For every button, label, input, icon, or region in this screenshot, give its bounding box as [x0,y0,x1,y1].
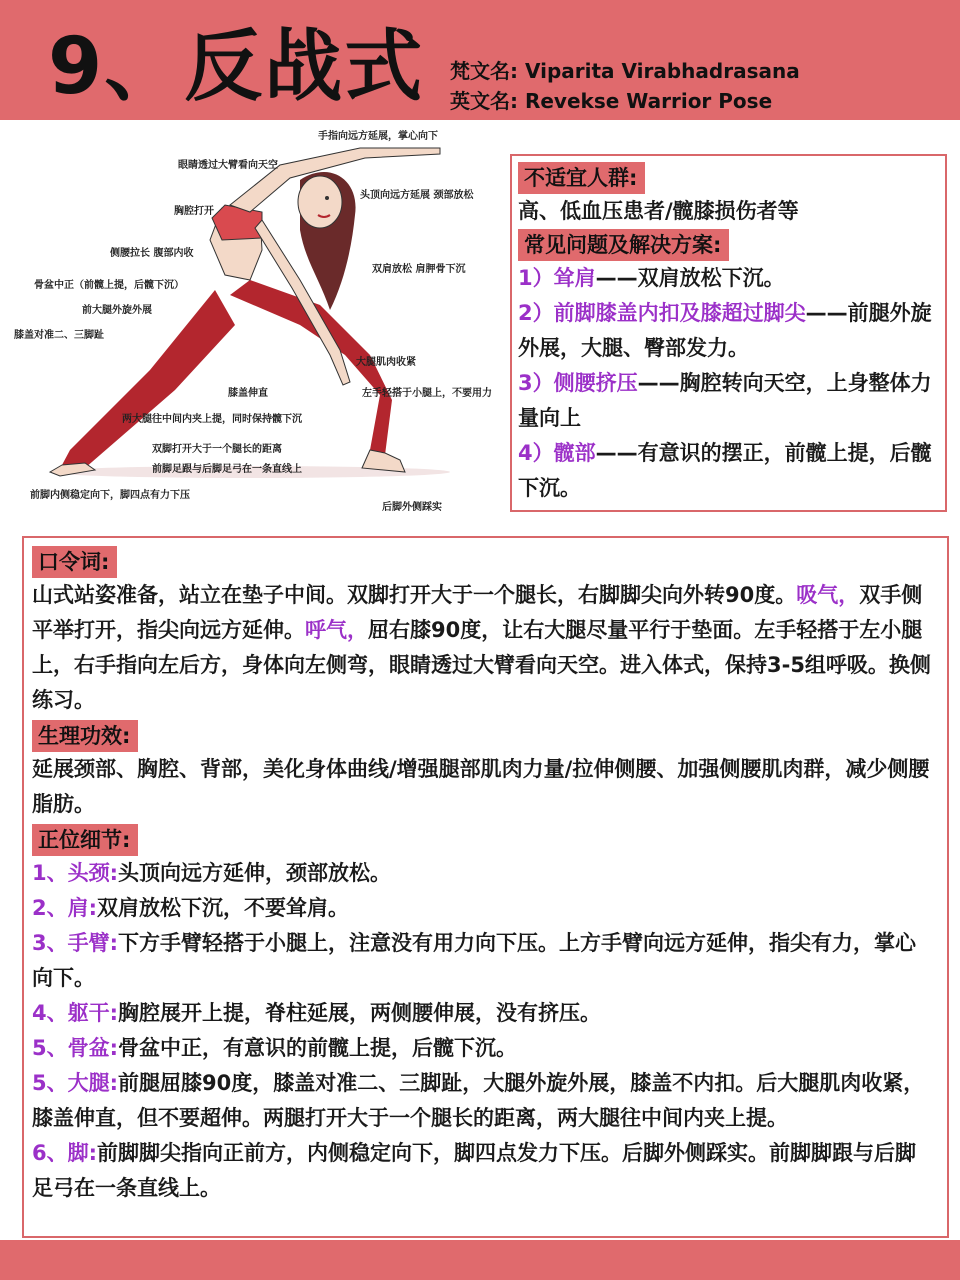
problem-item: 3）侧腰挤压——胸腔转向天空，上身整体力量向上 [518,371,932,430]
annotation-label: 胸腔打开 [174,206,214,217]
annotation-label: 眼睛透过大臂看向天空 [178,160,278,171]
contraindications-box [510,154,947,512]
problem-item: 2）前脚膝盖内扣及膝超过脚尖——前腿外旋外展，大腿、臀部发力。 [518,301,932,360]
contraindications-content [518,162,937,506]
annotation-label: 左手轻搭于小腿上，不要用力 [362,388,492,399]
alignment-item: 6、脚:前脚脚尖指向正前方，内侧稳定向下，脚四点发力下压。后脚外侧踩实。前脚脚跟与后脚足弓在一条直线上。 [32,1141,917,1200]
pose-names [450,56,800,116]
instructions-box [22,536,949,1238]
annotation-label: 双肩放松 肩胛骨下沉 [372,264,466,275]
footer-bar [0,1240,960,1280]
sanskrit-name: Viparita Virabhadrasana [524,59,800,83]
annotation-label: 膝盖对准二、三脚趾 [14,330,104,341]
annotation-label: 前脚内侧稳定向下，脚四点有力下压 [30,490,190,501]
alignment-item: 4、躯干:胸腔展开上提，脊柱延展，两侧腰伸展，没有挤压。 [32,1001,602,1025]
english-name: Revekse Warrior Pose [524,89,773,113]
annotation-label: 大腿肌肉收紧 [356,357,416,368]
cue-text: 山式站姿准备，站立在垫子中间。双脚打开大于一个腿长，右脚脚尖向外转90度。吸气，双手侧平举打开，指尖向远方延伸。呼气，屈右膝90度，让右大腿尽量平行于垫面。左手轻搭于左小腿上，右手指向左后方，身体向左侧弯，眼睛透过大臂看向天空。进入体式，保持3-5组呼吸。换侧练习。 [32,583,931,712]
pose-illustration [0,120,510,520]
instructions-content [32,546,935,1206]
english-label: 英文名: [450,89,518,113]
sanskrit-name-row [450,56,800,86]
annotation-label: 膝盖伸直 [228,388,268,399]
unsuitable-title: 不适宜人群: [518,162,645,194]
benefit-text: 延展颈部、胸腔、背部，美化身体曲线/增强腿部肌肉力量/拉伸侧腰、加强侧腰肌肉群，减少侧腰脂肪。 [32,757,930,816]
problems-title: 常见问题及解决方案: [518,229,729,261]
alignment-item: 5、骨盆:骨盆中正，有意识的前髋上提，后髋下沉。 [32,1036,518,1060]
problem-item: 1）耸肩——双肩放松下沉。 [518,266,785,290]
annotation-label: 双脚打开大于一个腿长的距离 [152,444,282,455]
alignment-item: 1、头颈:头顶向远方延伸，颈部放松。 [32,861,392,885]
annotation-label: 头顶向远方延展 颈部放松 [360,190,474,201]
alignment-title: 正位细节: [32,824,138,856]
sanskrit-label: 梵文名: [450,59,518,83]
annotation-label: 骨盆中正（前髋上提，后髋下沉） [34,280,184,291]
annotation-label: 后脚外侧踩实 [382,502,442,513]
alignment-item: 5、大腿:前腿屈膝90度，膝盖对准二、三脚趾，大腿外旋外展，膝盖不内扣。后大腿肌肉收紧，膝盖伸直，但不要超伸。两腿打开大于一个腿长的距离，两大腿往中间内夹上提。 [32,1071,925,1130]
unsuitable-text: 高、低血压患者/髋膝损伤者等 [518,199,799,223]
alignment-item: 2、肩:双肩放松下沉，不要耸肩。 [32,896,350,920]
annotation-label: 手指向远方延展，掌心向下 [318,131,438,142]
header-banner [0,0,960,120]
annotation-label: 前脚足跟与后脚足弓在一条直线上 [152,464,302,475]
alignment-item: 3、手臂:下方手臂轻搭于小腿上，注意没有用力向下压。上方手臂向远方延伸，指尖有力，掌心向下。 [32,931,917,990]
annotation-label: 两大腿往中间内夹上提，同时保持髋下沉 [122,414,302,425]
problem-item: 4）髋部——有意识的摆正，前髋上提，后髋下沉。 [518,441,932,500]
annotation-label: 侧腰拉长 腹部内收 [110,248,194,259]
cue-title: 口令词: [32,546,117,578]
pose-title: 9、反战式 [48,22,425,112]
benefit-title: 生理功效: [32,720,138,752]
english-name-row [450,86,800,116]
annotation-label: 前大腿外旋外展 [82,305,152,316]
